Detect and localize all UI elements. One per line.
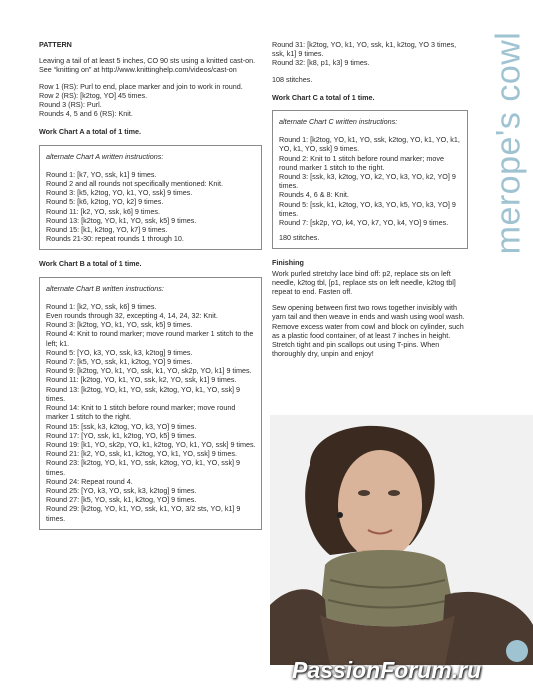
chart-b-box — [39, 277, 262, 530]
watermark: PassionForum.ru — [292, 657, 482, 683]
chart-b-line: Round 15: [ssk, k3, k2tog, YO, k3, YO] 9 times. — [46, 421, 197, 431]
chart-b-box-title: alternate Chart B written instructions: — [46, 283, 164, 293]
chart-a-line: Round 5: [k6, k2tog, YO, k2] 9 times. — [46, 197, 164, 207]
chart-b-line: Round 17: [YO, ssk, k1, k2tog, YO, k5] 9 times. — [46, 430, 197, 440]
chart-c-line: Round 3: [ssk, k3, k2tog, YO, k2, YO, k3, YO, k2, YO] 9 times. — [279, 172, 456, 191]
chart-b-line: Round 27: [k5, YO, ssk, k1, k2tog, YO] 9 times. — [46, 495, 197, 505]
chart-b-line: Round 3: [k2tog, YO, k1, YO, ssk, k5] 9 times. — [46, 320, 193, 330]
vertical-title-text: merope's cowl — [489, 31, 528, 255]
chart-b-line: Round 9: [k2tog, YO, k1, YO, ssk, k1, YO, sk2p, YO, k1] 9 times. — [46, 366, 252, 376]
chart-b-line: Round 5: [YO, k3, YO, ssk, k3, k2tog] 9 times. — [46, 347, 193, 357]
setup-rows — [39, 82, 262, 119]
chart-b-line: Round 21: [k2, YO, ssk, k1, k2tog, YO, k1, YO, ssk] 9 times. — [46, 449, 237, 459]
chart-b-line: Round 31: [k2tog, YO, k1, YO, ssk, k1, k2tog, YO 3 times, ssk, k1] 9 times. — [272, 40, 457, 59]
left-column — [39, 40, 262, 539]
chart-c-box — [272, 110, 468, 249]
chart-b-line: Round 7: [k5, YO, ssk, k1, k2tog, YO] 9 times. — [46, 357, 193, 367]
chart-a-line: Rounds 21-30: repeat rounds 1 through 10. — [46, 234, 184, 244]
chart-b-line: Round 32: [k8, p1, k3] 9 times. — [272, 58, 370, 68]
chart-a-line: Round 13: [k2tog, YO, k1, YO, ssk, k5] 9 times. — [46, 215, 197, 225]
chart-b-line: Round 25: [YO, k3, YO, ssk, k3, k2tog] 9 times. — [46, 485, 197, 495]
chart-b-line: Even rounds through 32, excepting 4, 14, 24, 32: Knit. — [46, 311, 218, 321]
setup-row: Row 1 (RS): Purl to end, place marker and join to work in round. — [39, 81, 243, 91]
chart-b-line: Round 29: [k2tog, YO, k1, YO, ssk, k1, YO, 3/2 sts, YO, k1] 9 times. — [46, 504, 241, 523]
finishing-text-2: Sew opening between first two rows together invisibly with yarn tail and then weave in ends and wash using wool wash. Remove excess water from cowl and block on cylinder, such as a plastic food container, of at least 7 inches in height. Stretch tight and pin scallops out using T-pins. When thoroughly dry, unpin and enjoy! — [272, 303, 465, 359]
chart-b-line: Round 23: [k2tog, YO, k1, YO, ssk, k2tog, YO, k1, YO, ssk] 9 times. — [46, 458, 241, 477]
chart-c-line: Round 5: [ssk, k1, k2tog, YO, k3, YO, k5, YO, k3, YO] 9 times. — [279, 199, 456, 218]
finishing-text-1: Work purled stretchy lace bind off: p2, replace sts on left needle, k2tog tbl, [p1, replace sts on left needle, k2tog tbl] repeat to end. Fasten off. — [272, 268, 456, 297]
chart-c-line: Round 7: [sk2p, YO, k4, YO, k7, YO, k4, YO] 9 times. — [279, 218, 449, 228]
page-number-badge — [506, 640, 528, 662]
chart-a-heading: Work Chart A a total of 1 time. — [39, 127, 141, 137]
chart-b-heading: Work Chart B a total of 1 time. — [39, 259, 142, 269]
chart-a-line: Round 1: [k7, YO, ssk, k1] 9 times. — [46, 169, 157, 179]
chart-c-line: Rounds 4, 6 & 8: Knit. — [279, 190, 349, 200]
chart-c-box-title: alternate Chart C written instructions: — [279, 117, 398, 127]
chart-b-line: Round 13: [k2tog, YO, k1, YO, ssk, k2tog, YO, k1, YO, ssk] 9 times. — [46, 384, 241, 403]
chart-b-line: Round 4: Knit to round marker; move round marker 1 stitch to the left; k1. — [46, 329, 254, 348]
cowl-photo — [270, 415, 533, 665]
chart-a-line: Round 3: [k5, k2tog, YO, k1, YO, ssk] 9 times. — [46, 188, 193, 198]
chart-b-line: Round 1: [k2, YO, ssk, k6] 9 times. — [46, 301, 157, 311]
intro-text: Leaving a tail of at least 5 inches, CO 90 sts using a knitted cast-on. See “knitting on” at http://www.knittinghelp.com/videos/cast-on — [39, 56, 256, 75]
chart-c-count: 180 stitches. — [279, 233, 320, 243]
pattern-heading: PATTERN — [39, 40, 72, 49]
vertical-title — [486, 8, 532, 278]
chart-b-line: Round 14: Knit to 1 stitch before round marker; move round marker 1 stitch to the right. — [46, 403, 236, 422]
setup-row: Row 2 (RS): [k2tog, YO] 45 times. — [39, 90, 148, 100]
chart-b-line: Round 11: [k2tog, YO, k1, YO, ssk, k2, YO, ssk, k1] 9 times. — [46, 375, 237, 385]
setup-row: Rounds 4, 5 and 6 (RS): Knit. — [39, 109, 133, 119]
chart-a-box — [39, 145, 262, 251]
right-column — [272, 40, 468, 365]
chart-b-continued — [272, 40, 468, 68]
finishing-heading: Finishing — [272, 258, 304, 268]
chart-a-box-title: alternate Chart A written instructions: — [46, 151, 164, 161]
chart-a-line: Round 15: [k1, k2tog, YO, k7] 9 times. — [46, 225, 168, 235]
chart-c-heading: Work Chart C a total of 1 time. — [272, 92, 375, 102]
chart-c-line: Round 2: Knit to 1 stitch before round marker; move round marker 1 stitch to the right. — [279, 153, 444, 172]
chart-b-line: Round 19: [k1, YO, sk2p, YO, k1, k2tog, YO, k1, YO, ssk] 9 times. — [46, 439, 256, 449]
setup-row: Round 3 (RS): Purl. — [39, 100, 102, 110]
chart-a-line: Round 11: [k2, YO, ssk, k6] 9 times. — [46, 206, 160, 216]
chart-a-line: Round 2 and all rounds not specifically mentioned: Knit. — [46, 179, 223, 189]
chart-c-line: Round 1: [k2tog, YO, k1, YO, ssk, k2tog, YO, k1, YO, k1, YO, k1, YO, ssk] 9 times. — [279, 135, 460, 154]
chart-b-line: Round 24: Repeat round 4. — [46, 476, 133, 486]
stitch-count: 108 stitches. — [272, 74, 313, 84]
